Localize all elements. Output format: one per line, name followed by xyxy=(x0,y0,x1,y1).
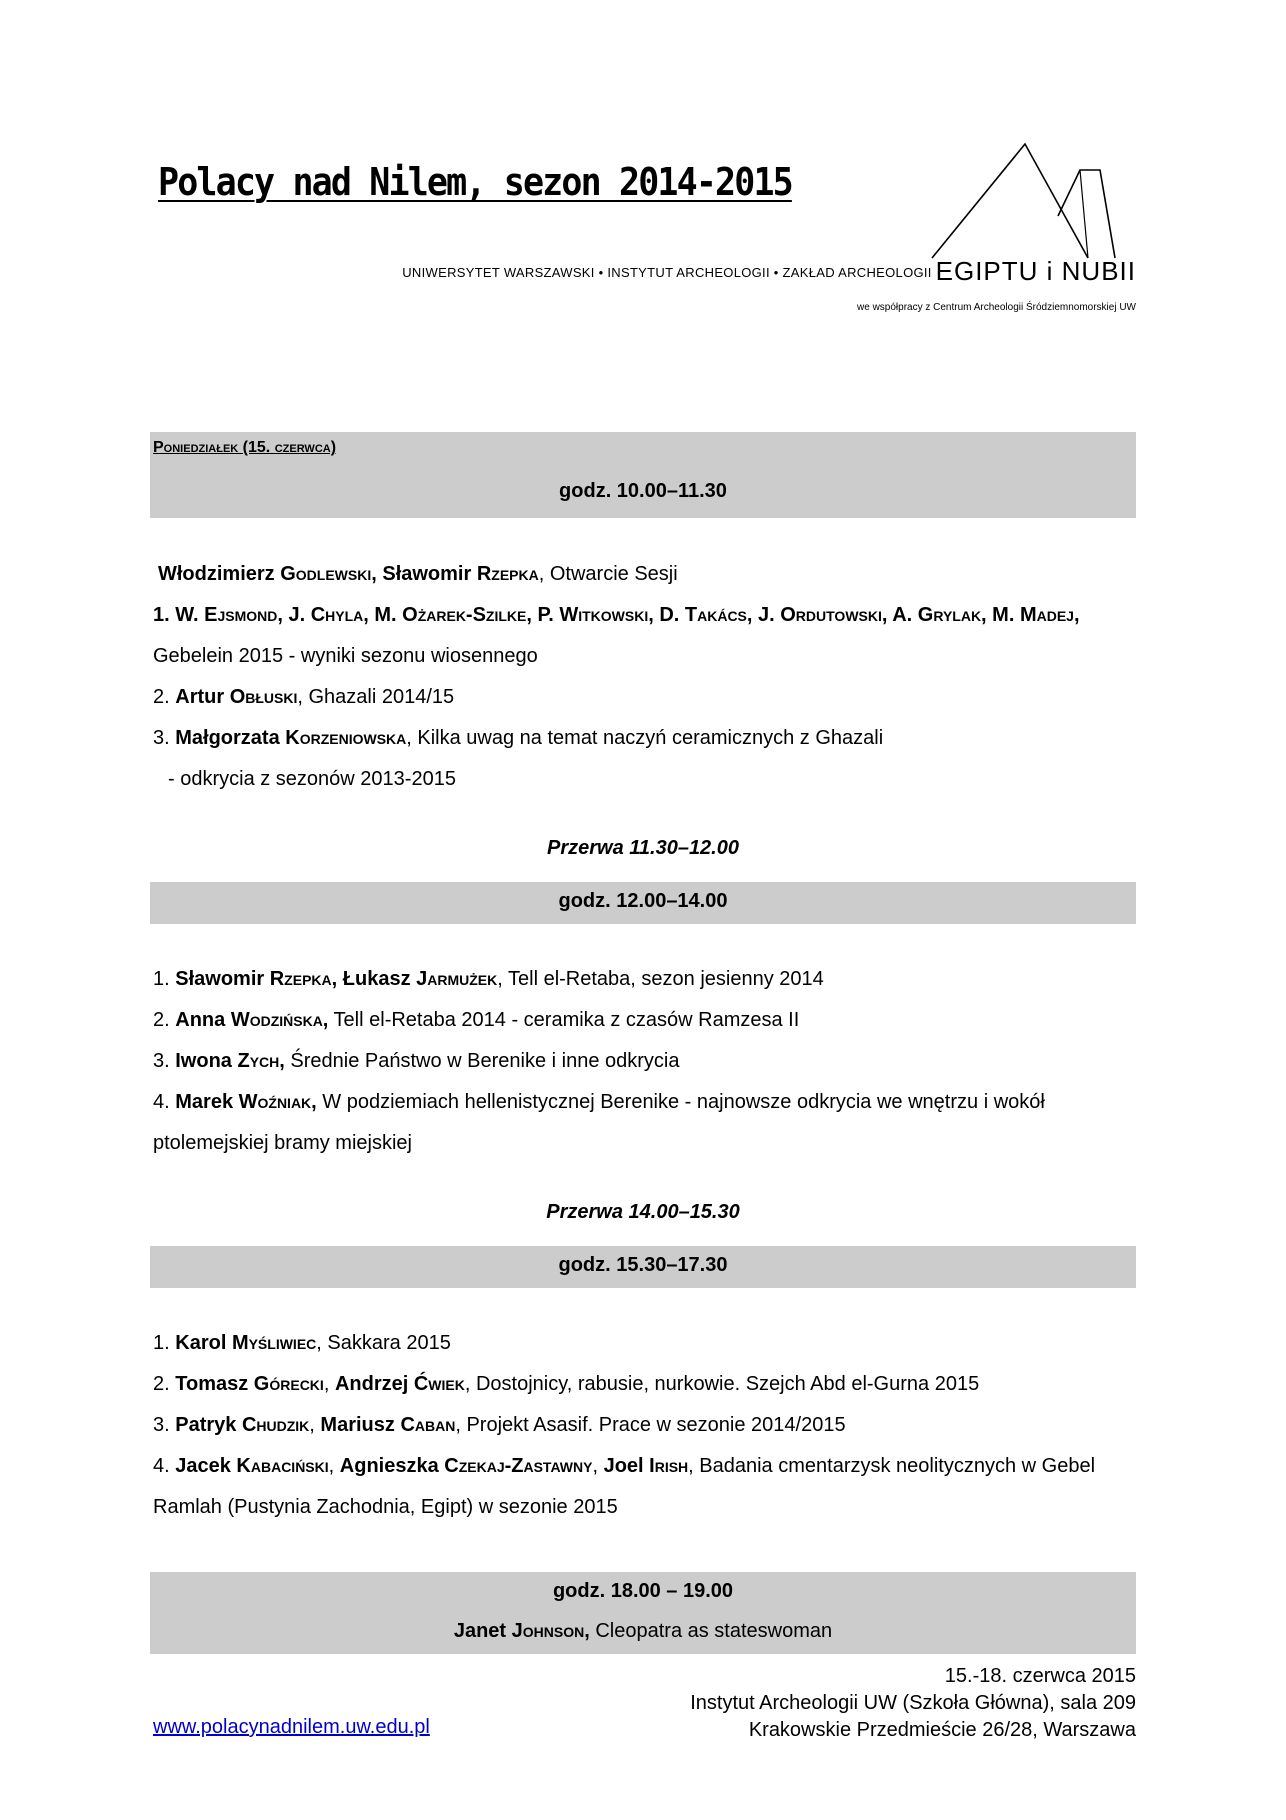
s2-item1: 1. Sławomir Rzepka, Łukasz Jarmużek, Tell el-Retaba, sezon jesienny 2014 xyxy=(153,968,824,990)
event-venue: Instytut Archeologii UW (Szkoła Główna), sala 209 xyxy=(690,1692,1136,1714)
institution-egipt-nubii: EGIPTU i NUBII xyxy=(935,256,1136,286)
institution-prefix: UNIWERSYTET WARSZAWSKI • INSTYTUT ARCHEOLOGII • ZAKŁAD ARCHEOLOGII xyxy=(402,265,932,280)
session4-lecture: Janet Johnson, Cleopatra as stateswoman xyxy=(453,1620,833,1642)
event-dates: 15.-18. czerwca 2015 xyxy=(944,1665,1136,1687)
s1-item3-cont: - odkrycia z sezonów 2013-2015 xyxy=(168,768,456,790)
break2: Przerwa 14.00–15.30 xyxy=(546,1201,740,1223)
session3-time: godz. 15.30–17.30 xyxy=(558,1254,728,1276)
session2-time: godz. 12.00–14.00 xyxy=(558,890,728,912)
s1-item2: 2. Artur Obłuski, Ghazali 2014/15 xyxy=(153,686,455,708)
s3-item4-cont: Ramlah (Pustynia Zachodnia, Egipt) w sezonie 2015 xyxy=(153,1496,618,1518)
s2-item4: 4. Marek Woźniak, W podziemiach hellenistycznej Berenike - najnowsze odkrycia we wnętrzu i wokół xyxy=(153,1091,1045,1113)
event-address: Krakowskie Przedmieście 26/28, Warszawa xyxy=(748,1719,1136,1741)
session1-time: godz. 10.00–11.30 xyxy=(559,480,727,502)
day-heading: Poniedziałek (15. czerwca) xyxy=(153,439,337,456)
cooperation-note: we współpracy z Centrum Archeologii Śródziemnomorskiej UW xyxy=(857,302,1136,313)
s3-item1: 1. Karol Myśliwiec, Sakkara 2015 xyxy=(153,1332,451,1354)
s2-item3: 3. Iwona Zych, Średnie Państwo w Berenike i inne odkrycia xyxy=(153,1050,680,1072)
s3-item2: 2. Tomasz Górecki, Andrzej Ćwiek, Dostojnicy, rabusie, nurkowie. Szejch Abd el-Gurna 2015 xyxy=(153,1373,980,1395)
venue-info xyxy=(690,1663,1136,1744)
pyramids-logo-icon xyxy=(930,140,1150,265)
institution-line xyxy=(402,256,1136,287)
break1: Przerwa 11.30–12.00 xyxy=(546,837,739,859)
s1-item1-authors: 1. W. Ejsmond, J. Chyla, M. Ożarek-Szilke, P. Witkowski, D. Takács, J. Ordutowski, A. Grylak, M. Madej, xyxy=(153,604,1080,626)
opening-line: Włodzimierz Godlewski, Sławomir Rzepka, Otwarcie Sesji xyxy=(158,563,678,585)
s3-item3: 3. Patryk Chudzik, Mariusz Caban, Projekt Asasif. Prace w sezonie 2014/2015 xyxy=(153,1414,846,1436)
session4-time: godz. 18.00 – 19.00 xyxy=(552,1580,734,1602)
s2-item2: 2. Anna Wodzińska, Tell el-Retaba 2014 - ceramika z czasów Ramzesa II xyxy=(153,1009,800,1031)
s3-item4: 4. Jacek Kabaciński, Agnieszka Czekaj-Zastawny, Joel Irish, Badania cmentarzysk neolitycznych w Gebel xyxy=(153,1455,1096,1477)
website-link[interactable]: www.polacynadnilem.uw.edu.pl xyxy=(153,1716,430,1738)
s2-item4-cont: ptolemejskiej bramy miejskiej xyxy=(153,1132,412,1154)
s1-item3: 3. Małgorzata Korzeniowska, Kilka uwag na temat naczyń ceramicznych z Ghazali xyxy=(153,727,884,749)
page-title: Polacy nad Nilem, sezon 2014-2015 xyxy=(158,160,792,204)
s1-item1-title: Gebelein 2015 - wyniki sezonu wiosennego xyxy=(153,645,538,667)
